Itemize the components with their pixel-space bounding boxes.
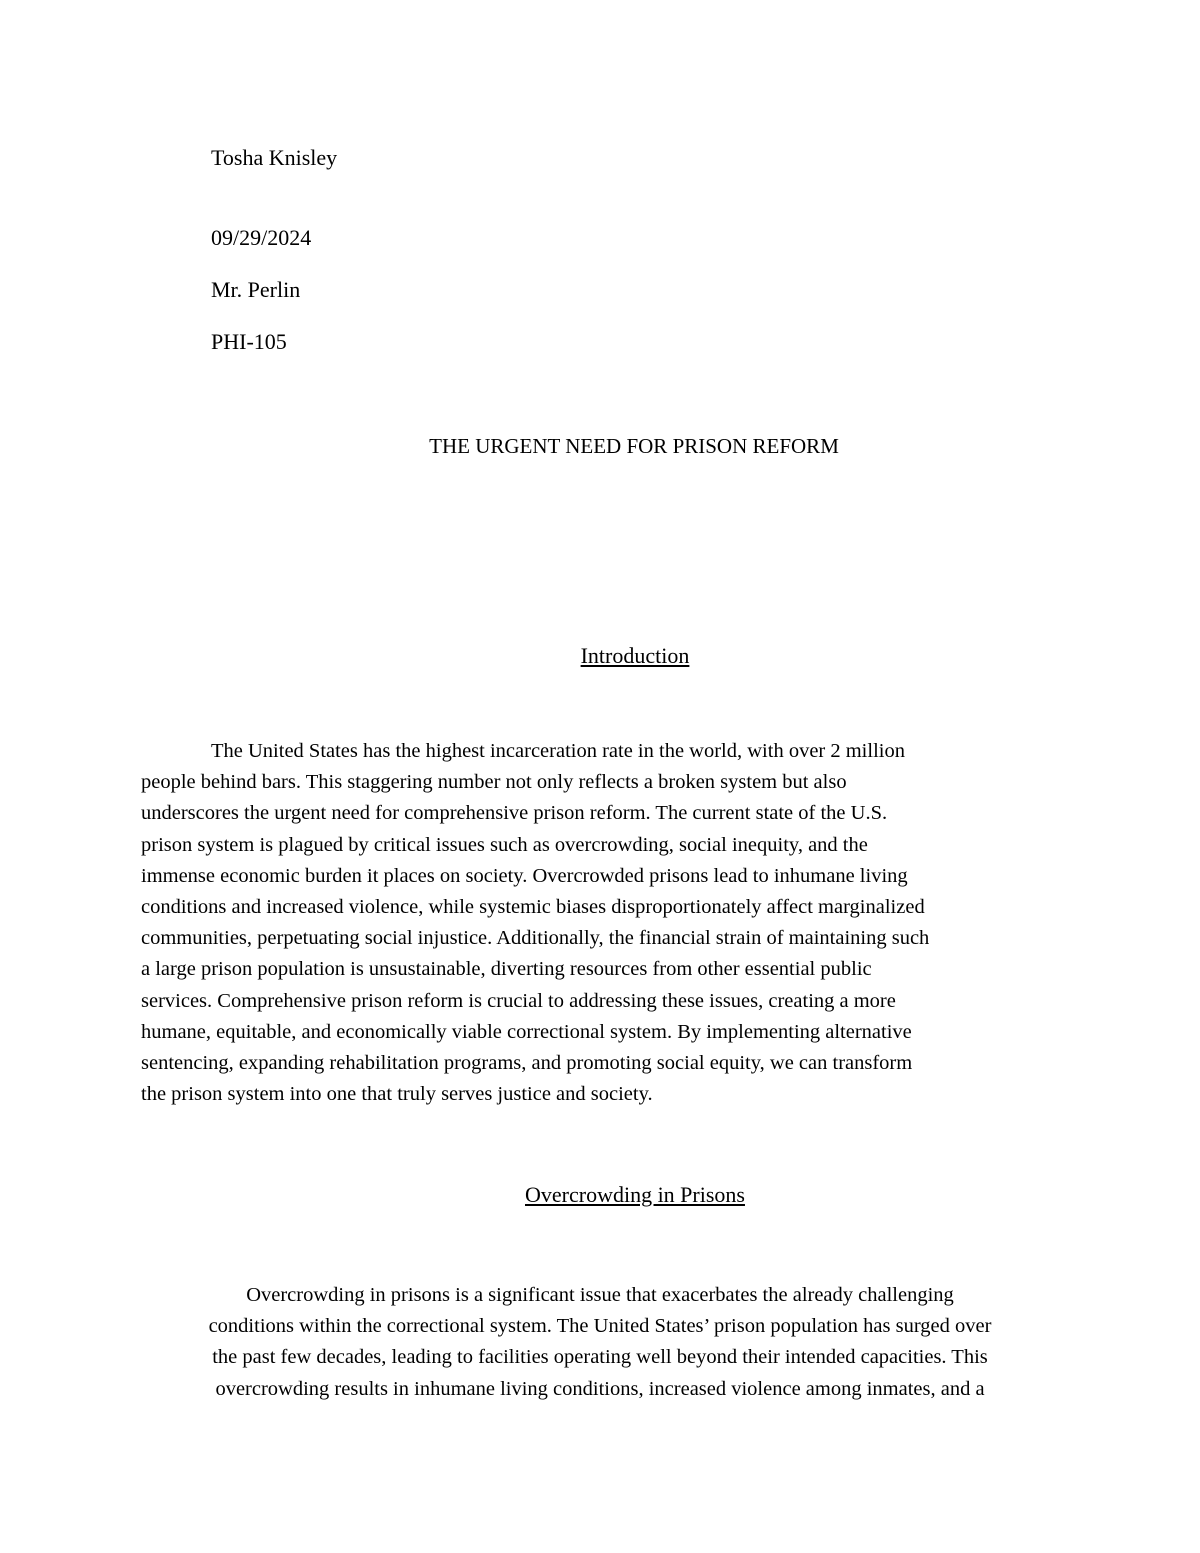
paragraph-line: people behind bars. This staggering number not only reflects a broken system but also (141, 771, 847, 794)
paragraph-line: conditions within the correctional system. The United States’ prison population has surged over (208, 1315, 992, 1338)
paper-title: THE URGENT NEED FOR PRISON REFORM (429, 434, 839, 458)
instructor-name: Mr. Perlin (211, 277, 301, 302)
paragraph-line: sentencing, expanding rehabilitation programs, and promoting social equity, we can transform (141, 1052, 913, 1075)
paragraph-line: services. Comprehensive prison reform is crucial to addressing these issues, creating a more (141, 989, 896, 1012)
paragraph-line: prison system is plagued by critical issues such as overcrowding, social inequity, and the (141, 833, 868, 856)
author-name: Tosha Knisley (211, 145, 338, 170)
paragraph-line: the past few decades, leading to facilities operating well beyond their intended capacities. This (212, 1346, 988, 1369)
paragraph-line: immense economic burden it places on society. Overcrowded prisons lead to inhumane living (141, 864, 908, 887)
overcrowding-paragraph (100, 1280, 1100, 1405)
paragraph-line: The United States has the highest incarceration rate in the world, with over 2 million (211, 740, 905, 762)
paragraph-line: conditions and increased violence, while systemic biases disproportionately affect marginalized (141, 896, 925, 919)
introduction-paragraph (141, 736, 1061, 1110)
paragraph-line: the prison system into one that truly serves justice and society. (141, 1083, 653, 1106)
paragraph-line: overcrowding results in inhumane living conditions, increased violence among inmates, and a (215, 1377, 985, 1400)
paragraph-line: underscores the urgent need for comprehensive prison reform. The current state of the U.S. (141, 802, 888, 825)
course-code: PHI-105 (211, 329, 287, 354)
section-heading-overcrowding: Overcrowding in Prisons (525, 1182, 745, 1207)
paragraph-line: communities, perpetuating social injustice. Additionally, the financial strain of maintaining such (141, 927, 930, 950)
paragraph-line: a large prison population is unsustainable, diverting resources from other essential public (141, 958, 872, 981)
submission-date: 09/29/2024 (211, 225, 312, 250)
paragraph-line: humane, equitable, and economically viable correctional system. By implementing alternative (141, 1020, 912, 1043)
section-heading-introduction: Introduction (580, 643, 690, 668)
paragraph-line: Overcrowding in prisons is a significant issue that exacerbates the already challenging (246, 1284, 954, 1306)
